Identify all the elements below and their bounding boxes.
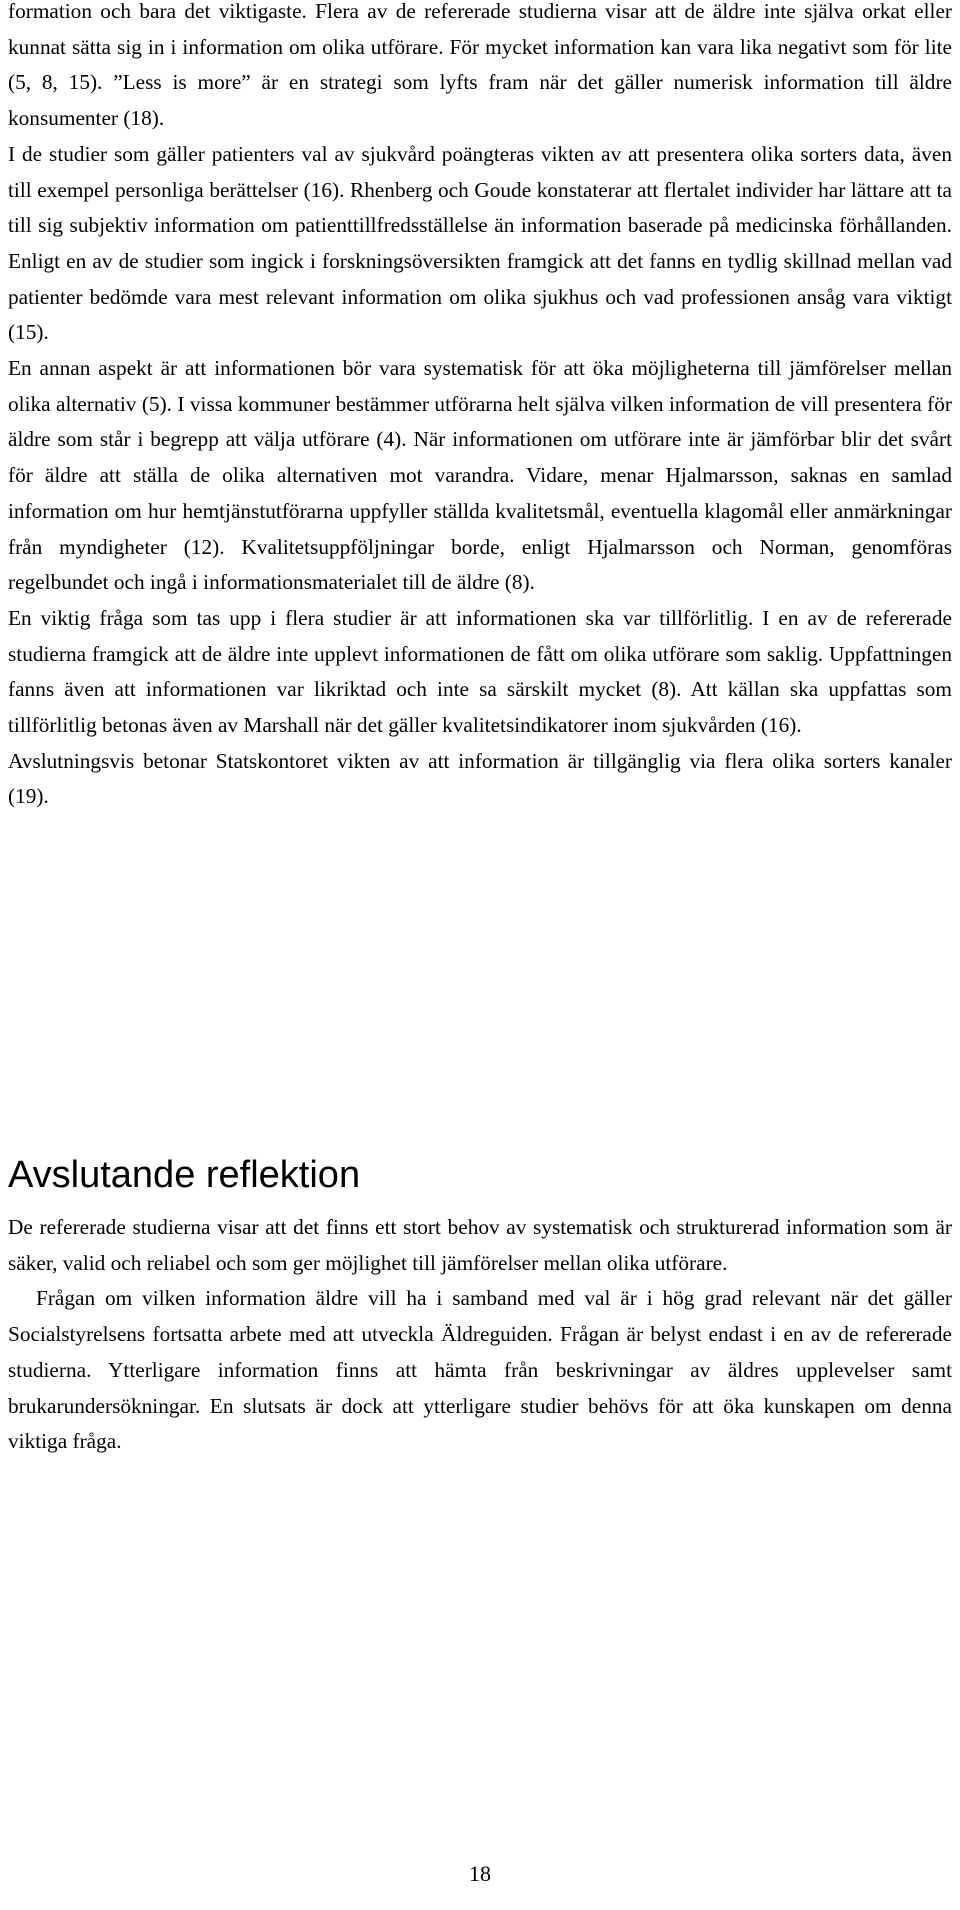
paragraph-accessibility: Avslutningsvis betonar Statskontoret vikten av att information är tillgänglig via flera olika sorters kanaler (19). xyxy=(8,748,952,809)
section-heading: Avslutande reflektion xyxy=(8,1154,361,1196)
paragraph-reliability: En viktig fråga som tas upp i flera studier är att informationen ska var tillförlitlig. I en av de refererade studierna framgick att de äldre inte upplevt informationen de fått om olika utförare som saklig. Uppfattningen fanns även att informationen var likriktad och inte sa särskilt mycket (8). Att källan ska uppfattas som tillförlitlig betonas även av Marshall när det gäller kvalitetsindikatorer inom sjukvården (16). xyxy=(8,605,952,738)
paragraph-systematic-information: En annan aspekt är att informationen bör vara systematisk för att öka möjligheterna till jämförelser mellan olika alternativ (5). I vissa kommuner bestämmer utförarna helt själva vilken information de vill presentera för äldre som står i begrepp att välja utförare (4). När informationen om utförare inte är jämförbar blir det svårt för äldre att ställa de olika alternativen mot varandra. Vidare, menar Hjalmarsson, saknas en samlad information om hur hemtjänstutförarna uppfyller ställda kvalitetsmål, eventuella klagomål eller anmärkningar från myndigheter (12). Kvalitetsuppföljningar borde, enligt Hjalmarsson och Norman, genomföras regelbundet och ingå i informationsmaterialet till de äldre (8). xyxy=(8,356,952,595)
body-section-reflection xyxy=(8,1210,952,1460)
page-number: 18 xyxy=(469,1861,491,1886)
paragraph-patient-choice: I de studier som gäller patienters val av sjukvård poängteras vikten av att presentera olika sorters data, även till exempel personliga berättelser (16). Rhenberg och Goude konstaterar att flertalet individer har lättare att ta till sig subjektiv information om patienttillfredsställelse än information baserade på medicinska förhållanden. Enligt en av de studier som ingick i forskningsöversikten framgick att det fanns en tydlig skillnad mellan vad patienter bedömde vara mest relevant information om olika sjukhus och vad professionen ansåg vara viktigt (15). xyxy=(8,141,952,345)
body-section-continuation xyxy=(8,0,952,815)
paragraph-continuation: formation och bara det viktigaste. Flera av de refererade studierna visar att de äldre inte själva orkat eller kunnat sätta sig in i information om olika utförare. För mycket information kan vara lika negativt som för lite (5, 8, 15). ”Less is more” är en strategi som lyfts fram när det gäller numerisk information till äldre konsumenter (18). xyxy=(8,0,952,131)
paragraph-reflection-summary: De refererade studierna visar att det finns ett stort behov av systematisk och strukturerad information som är säker, valid och reliabel och som ger möjlighet till jämförelser mellan olika utförare. xyxy=(8,1215,952,1275)
paragraph-reflection-question: Frågan om vilken information äldre vill ha i samband med val är i hög grad relevant när det gäller Socialstyrelsens fortsatta arbete med att utveckla Äldreguiden. Frågan är belyst endast i en av de refererade studierna. Ytterligare information finns att hämta från beskrivningar av äldres upplevelser samt brukarundersökningar. En slutsats är dock att ytterligare studier behövs för att öka kunskapen om denna viktiga fråga. xyxy=(8,1286,952,1454)
